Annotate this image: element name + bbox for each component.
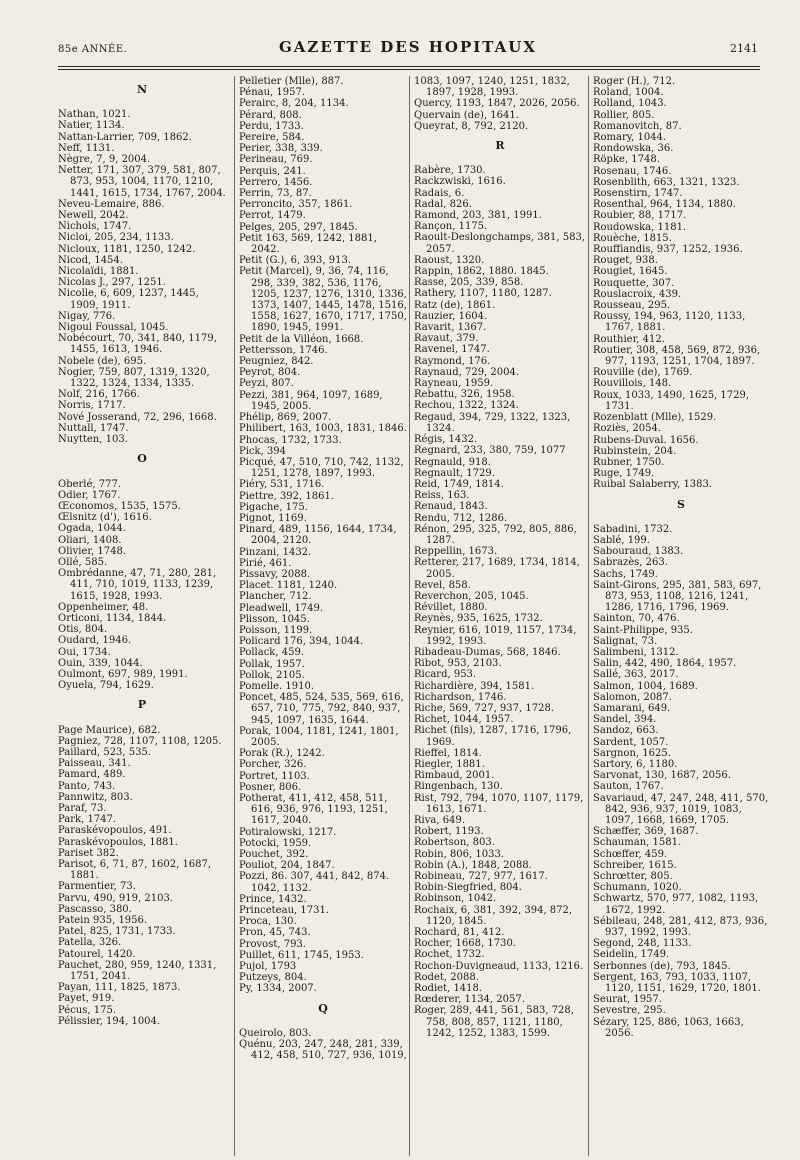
- index-entry: Robert, 1193.: [414, 826, 484, 838]
- index-entry: Sachs, 1749.: [593, 568, 658, 580]
- index-entry: Rendu, 712, 1286.: [414, 512, 508, 524]
- index-entry: Raoult-Deslongchamps, 381, 583, 2057.: [414, 232, 585, 255]
- index-entry: Sergent, 163, 793, 1033, 1107, 1120, 1151, 1629, 1720, 1801.: [593, 971, 761, 995]
- index-entry: Patein 935, 1956.: [58, 915, 148, 927]
- index-entry: Rayneau, 1959.: [414, 378, 494, 390]
- index-entry: Sabrazès, 263.: [593, 557, 668, 569]
- index-entry: Richet, 1044, 1957.: [414, 714, 514, 726]
- index-entry: Pozzi, 86. 307, 441, 842, 874. 1042, 1132.: [239, 871, 390, 894]
- index-entry: Netter, 171, 307, 379, 581, 807, 873, 953, 1004, 1170, 1210, 1441, 1615, 1734, 1767, 2004.: [58, 165, 226, 199]
- index-entry: Rackzwiski, 1616.: [414, 176, 506, 188]
- index-entry: Roudowska, 1181.: [593, 221, 687, 233]
- index-entry: Pagniez, 728, 1107, 1108, 1205.: [58, 735, 222, 747]
- index-entry: Richardson, 1746.: [414, 691, 507, 703]
- index-entry: Riva, 649.: [414, 815, 465, 826]
- index-entry: Romanovitch, 87.: [593, 120, 682, 132]
- index-entry: Pelges, 205, 297, 1845.: [239, 221, 358, 233]
- page-number: 2141: [730, 42, 758, 55]
- index-entry: Sarvonat, 130, 1687, 2056.: [593, 770, 731, 782]
- index-entry: Robineau, 727, 977, 1617.: [414, 871, 548, 883]
- index-entry: Rosenau, 1746.: [593, 165, 672, 177]
- index-entry: Newell, 2042.: [58, 210, 129, 222]
- index-entry: Py, 1334, 2007.: [239, 983, 317, 995]
- index-entry: Pollack, 459.: [239, 647, 304, 659]
- index-entry: Richet (fils), 1287, 1716, 1796, 1969.: [414, 725, 572, 748]
- index-entry: Salmon, 1004, 1689.: [593, 680, 698, 692]
- index-entry: Roger (H.), 712.: [593, 76, 676, 87]
- index-entry: Princeteau, 1731.: [239, 905, 329, 917]
- index-entry: Patourel, 1420.: [58, 948, 136, 960]
- index-entry: Rozenblatt (Mlle), 1529.: [593, 412, 717, 424]
- index-column-2: [234, 76, 407, 1156]
- index-entry: Sandel, 394.: [593, 714, 657, 726]
- index-entry: Regnauld, 918.: [414, 456, 491, 468]
- index-entry: Quénu, 203, 247, 248, 281, 339, 412, 458, 510, 727, 936, 1019,: [239, 1039, 407, 1062]
- index-entry: Roland, 1004.: [593, 87, 664, 99]
- index-entry: Pettersson, 1746.: [239, 344, 328, 356]
- index-entry: Rist, 792, 794, 1070, 1107, 1179, 1613, 1671.: [414, 792, 584, 815]
- index-entry: Salignat, 73.: [593, 635, 658, 647]
- index-entry: Pauchet, 280, 959, 1240, 1331, 1751, 2041.: [58, 959, 217, 983]
- index-entry: Sézary, 125, 886, 1063, 1663, 2056.: [593, 1016, 744, 1039]
- index-entry: Regnault, 1729.: [414, 467, 495, 479]
- index-entry: Pelletier (Mlle), 887.: [239, 76, 344, 87]
- index-entry: Rochaix, 6, 381, 392, 394, 872, 1120, 1845.: [414, 904, 573, 927]
- index-entry: Roux, 1033, 1490, 1625, 1729, 1731.: [593, 389, 750, 412]
- index-entry: Robinson, 1042.: [414, 893, 497, 905]
- index-entry: Sablé, 199.: [593, 534, 650, 546]
- index-entry: Ribadeau-Dumas, 568, 1846.: [414, 646, 561, 658]
- index-entry: Rochon-Duvigneaud, 1133, 1216.: [414, 960, 584, 972]
- index-entry: Sabouraud, 1383.: [593, 546, 684, 558]
- index-entry: Nobécourt, 70, 341, 840, 1179, 1455, 1613, 1946.: [58, 333, 217, 356]
- index-entry: Pereire, 584.: [239, 132, 305, 144]
- index-entry: Ruge, 1749.: [593, 468, 655, 480]
- index-entry: Paraskévopoulos, 1881.: [58, 836, 178, 848]
- index-entry: Olivier, 1748.: [58, 545, 127, 557]
- index-entry: Schumann, 1020.: [593, 882, 682, 894]
- index-entry: Nové Josserand, 72, 296, 1668.: [58, 411, 217, 423]
- index-entry: Sallé, 363, 2017.: [593, 669, 679, 681]
- index-entry: Rochard, 81, 412.: [414, 927, 505, 939]
- index-entry: Nicolaïdi, 1881.: [58, 266, 139, 278]
- index-entry: Regnard, 233, 380, 759, 1077: [414, 445, 566, 457]
- index-entry: Rouquette, 307.: [593, 277, 675, 289]
- index-entry: Robin (A.), 1848, 2088.: [414, 859, 532, 871]
- index-entry: Pollok, 2105.: [239, 669, 305, 681]
- index-entry: Sainton, 70, 476.: [593, 613, 680, 625]
- index-entry: Roziès, 2054.: [593, 423, 662, 435]
- index-entry: Neveu-Lemaire, 886.: [58, 198, 165, 210]
- index-entry: Peyrot, 804.: [239, 367, 301, 379]
- index-entry: Oudard, 1946.: [58, 635, 132, 647]
- index-entry: Oberlé, 777.: [58, 478, 122, 490]
- index-entry: Serbonnes (de), 793, 1845.: [593, 960, 731, 972]
- index-entry: Ratz (de), 1861.: [414, 299, 496, 311]
- index-entry: Nichols, 1747.: [58, 221, 132, 233]
- index-entry: Œconomos, 1535, 1575.: [58, 500, 181, 512]
- index-entry: Paraf, 73.: [58, 802, 107, 814]
- index-entry: Pannwitz, 803.: [58, 791, 133, 803]
- index-entry: Rochet, 1732.: [414, 949, 485, 961]
- section-letter-heading: S: [677, 497, 685, 511]
- index-entry: Schrœtter, 805.: [593, 871, 673, 883]
- index-entry: Rouget, 938.: [593, 255, 658, 267]
- index-entry: Paillard, 523, 535.: [58, 746, 152, 758]
- index-entry: Provost, 793.: [239, 938, 306, 950]
- index-entry: Routhier, 412.: [593, 333, 665, 345]
- index-entry: Perquis, 241.: [239, 165, 306, 177]
- index-entry: Rebattu, 326, 1958.: [414, 389, 515, 401]
- index-column-4: [588, 76, 769, 1156]
- index-entry: Œlsnitz (d'), 1616.: [58, 512, 152, 524]
- index-entry: Rouffiandis, 937, 1252, 1936.: [593, 244, 743, 256]
- section-letter-heading: Q: [318, 1001, 328, 1015]
- index-entry: Sargnon, 1625.: [593, 747, 671, 759]
- index-entry: Ravarit, 1367.: [414, 322, 487, 334]
- index-entry: Salomon, 2087.: [593, 691, 672, 703]
- index-entry: Queyrat, 8, 792, 2120.: [414, 120, 529, 132]
- index-entry: Natier, 1134.: [58, 120, 125, 132]
- index-entry: Park, 1747.: [58, 814, 117, 826]
- index-entry: Odier, 1767.: [58, 489, 121, 501]
- index-entry: 1083, 1097, 1240, 1251, 1832, 1897, 1928, 1993.: [414, 76, 570, 99]
- index-entry: Oulmont, 697, 989, 1991.: [58, 668, 188, 680]
- index-column-1: [58, 76, 226, 1156]
- index-entry: Nuytten, 103.: [58, 434, 128, 446]
- index-entry: Radal, 826.: [414, 198, 472, 210]
- index-entry: Rouèche, 1815.: [593, 232, 672, 244]
- index-entry: Perroncito, 357, 1861.: [239, 199, 353, 211]
- index-entry: Rocher, 1668, 1730.: [414, 938, 516, 950]
- index-entry: Savariaud, 47, 247, 248, 411, 570, 842, 936, 937, 1019, 1083, 1097, 1668, 1669, 1705.: [593, 792, 769, 826]
- index-entry: Riche, 569, 727, 937, 1728.: [414, 702, 555, 714]
- index-entry: Roger, 289, 441, 561, 583, 728, 758, 808, 857, 1121, 1180, 1242, 1252, 1383, 1599.: [414, 1005, 574, 1039]
- index-entry: Rœderer, 1134, 2057.: [414, 994, 525, 1006]
- index-entry: Nigay, 776.: [58, 310, 116, 322]
- index-entry: Perrin, 73, 87.: [239, 188, 312, 200]
- index-entry: Ogada, 1044.: [58, 523, 126, 535]
- index-entry: Rodiet, 1418.: [414, 983, 483, 995]
- index-entry: Romary, 1044.: [593, 132, 667, 144]
- index-entry: Oyuela, 794, 1629.: [58, 680, 154, 692]
- index-entry: Sauton, 1767.: [593, 781, 664, 793]
- index-entry: Retterer, 217, 1689, 1734, 1814, 2005.: [414, 557, 580, 580]
- index-entry: Paisseau, 341.: [58, 758, 131, 770]
- index-entry: Saint-Girons, 295, 381, 583, 697, 873, 953, 1108, 1216, 1241, 1286, 1716, 1796, 1969.: [593, 579, 762, 614]
- index-entry: Pleadwell, 1749.: [239, 602, 324, 614]
- index-entry: Schwartz, 570, 977, 1082, 1193, 1672, 1992.: [593, 893, 759, 916]
- section-letter-heading: R: [495, 139, 505, 153]
- index-entry: Piettre, 392, 1861.: [239, 490, 335, 502]
- index-entry: Pélissier, 194, 1004.: [58, 1015, 161, 1027]
- index-entry: Rodet, 2088.: [414, 971, 479, 983]
- index-column-3: [409, 76, 586, 1156]
- index-entry: Röpke, 1748.: [593, 154, 660, 166]
- index-entry: Radais, 6.: [414, 187, 465, 199]
- index-entry: Sardent, 1057.: [593, 736, 669, 748]
- index-entry: Phélip, 869, 2007.: [239, 412, 332, 424]
- index-entry: Nathan, 1021.: [58, 109, 131, 121]
- index-entry: Perrot, 1479.: [239, 210, 306, 222]
- index-entry: Pamard, 489.: [58, 769, 126, 781]
- index-entry: Payet, 919.: [58, 993, 115, 1005]
- index-entry: Piéry, 531, 1716.: [239, 479, 325, 491]
- index-entry: Salin, 442, 490, 1864, 1957.: [593, 658, 737, 670]
- index-entry: Révillet, 1880.: [414, 602, 488, 614]
- index-entry: Orticoni, 1134, 1844.: [58, 612, 167, 624]
- index-entry: Peugniez, 842.: [239, 356, 314, 368]
- index-entry: Potiralowski, 1217.: [239, 826, 337, 838]
- index-entry: Ringenbach, 130.: [414, 781, 503, 793]
- index-entry: Pascasso, 380.: [58, 903, 132, 915]
- volume-label: 85e ANNÉE.: [58, 44, 128, 55]
- index-entry: Rouville (de), 1769.: [593, 367, 693, 379]
- index-entry: Rolland, 1043.: [593, 98, 667, 110]
- index-entry: Neff, 1131.: [58, 142, 115, 154]
- page-header: [58, 38, 758, 62]
- index-entry: Phocas, 1732, 1733.: [239, 434, 342, 446]
- index-entry: Rouslacroix, 439.: [593, 288, 682, 300]
- index-entry: Pollak, 1957.: [239, 658, 305, 670]
- index-entry: Rosenstirn, 1747.: [593, 188, 683, 200]
- index-entry: Puillet, 611, 1745, 1953.: [239, 949, 364, 961]
- index-entry: Sandoz, 663.: [593, 725, 659, 737]
- index-entry: Segond, 248, 1133.: [593, 938, 692, 950]
- index-entry: Proca, 130.: [239, 916, 297, 928]
- index-entry: Nicloi, 205, 234, 1133.: [58, 232, 174, 244]
- index-entry: Ravenel, 1747.: [414, 344, 490, 356]
- index-entry: Roussy, 194, 963, 1120, 1133, 1767, 1881.: [593, 311, 746, 334]
- index-entry: Rubens-Duval. 1656.: [593, 434, 699, 446]
- index-entry: Rauzier, 1604.: [414, 310, 488, 322]
- index-entry: Rappin, 1862, 1880. 1845.: [414, 266, 549, 278]
- index-entry: Richardière, 394, 1581.: [414, 680, 535, 692]
- index-entry: Régis, 1432.: [414, 434, 478, 446]
- index-entry: Rabère, 1730.: [414, 165, 486, 177]
- index-entry: Quercy, 1193, 1847, 2026, 2056.: [414, 98, 580, 110]
- index-entry: Seurat, 1957.: [593, 994, 662, 1006]
- header-rule-top: [58, 66, 760, 67]
- index-entry: Sébileau, 248, 281, 412, 873, 936, 937, 1992, 1993.: [593, 915, 768, 939]
- index-entry: Pinzani, 1432.: [239, 546, 312, 558]
- journal-title: GAZETTE DES HOPITAUX: [278, 38, 537, 56]
- header-rule-bottom: [58, 69, 760, 70]
- index-entry: Oui, 1734.: [58, 646, 111, 658]
- index-entry: Pignot, 1169.: [239, 512, 307, 524]
- index-columns: [58, 76, 769, 1156]
- index-entry: Policard 176, 394, 1044.: [239, 636, 364, 648]
- index-entry: Routier, 308, 458, 569, 872, 936, 977, 1193, 1251, 1704, 1897.: [593, 344, 761, 368]
- index-entry: Queirolo, 803.: [239, 1027, 312, 1039]
- index-entry: Pouliot, 204, 1847.: [239, 860, 335, 872]
- index-entry: Plisson, 1045.: [239, 613, 310, 625]
- index-entry: Peyzi, 807.: [239, 378, 294, 390]
- index-entry: Nicloux, 1181, 1250, 1242.: [58, 243, 196, 255]
- index-entry: Reynès, 935, 1625, 1732.: [414, 613, 543, 625]
- index-entry: Rechou, 1322, 1324.: [414, 400, 519, 412]
- index-entry: Pinard, 489, 1156, 1644, 1734, 2004, 2120.: [239, 524, 397, 547]
- index-entry: Reid, 1749, 1814.: [414, 478, 504, 490]
- index-entry: Nattan-Larrier, 709, 1862.: [58, 131, 192, 143]
- index-entry: Schreiber, 1615.: [593, 859, 677, 871]
- section-letter-heading: P: [137, 698, 147, 712]
- index-entry: Otis, 804.: [58, 624, 108, 636]
- index-entry: Roubier, 88, 1717.: [593, 210, 687, 222]
- index-entry: Norris, 1717.: [58, 400, 126, 412]
- index-entry: Ricard, 953.: [414, 669, 477, 681]
- index-entry: Pirié, 461.: [239, 557, 292, 569]
- index-entry: Sabadini, 1732.: [593, 523, 673, 535]
- index-entry: Page Maurice), 682.: [58, 724, 161, 736]
- index-entry: Poisson, 1199.: [239, 624, 313, 636]
- index-entry: Rougiet, 1645.: [593, 266, 668, 278]
- index-entry: Potherat, 411, 412, 458, 511, 616, 936, 976, 1193, 1251, 1617, 2040.: [239, 793, 388, 827]
- index-entry: Rondowska, 36.: [593, 143, 674, 155]
- index-entry: Oliari, 1408.: [58, 534, 122, 546]
- index-entry: Rançon, 1175.: [414, 221, 488, 233]
- index-entry: Putzeys, 804.: [239, 972, 307, 984]
- index-entry: Panto, 743.: [58, 780, 116, 792]
- index-entry: Pomelle. 1910.: [239, 680, 315, 692]
- index-entry: Patel, 825, 1731, 1733.: [58, 926, 176, 938]
- index-entry: Rubinstein, 204.: [593, 445, 677, 457]
- index-entry: Rathery, 1107, 1180, 1287.: [414, 288, 552, 300]
- index-entry: Pigache, 175.: [239, 501, 308, 513]
- index-entry: Renaud, 1843.: [414, 501, 488, 513]
- index-entry: Prince, 1432.: [239, 893, 307, 905]
- index-entry: Parvu, 490, 919, 2103.: [58, 892, 173, 904]
- index-entry: Reynier, 616, 1019, 1157, 1734, 1992, 1993.: [414, 624, 577, 647]
- index-entry: Paraskévopoulos, 491.: [58, 825, 172, 837]
- index-entry: Rimbaud, 2001.: [414, 770, 495, 782]
- index-entry: Nicolle, 6, 609, 1237, 1445, 1909, 1911.: [58, 288, 199, 311]
- index-entry: Potocki, 1959.: [239, 837, 312, 849]
- index-entry: Nigoul Foussal, 1045.: [58, 322, 169, 334]
- index-entry: Robertson, 803.: [414, 837, 495, 849]
- index-entry: Rubner, 1750.: [593, 456, 665, 468]
- index-entry: Patella, 326.: [58, 937, 122, 949]
- index-entry: Petit de la Villéon, 1668.: [239, 333, 364, 345]
- index-entry: Nègre, 7, 9, 2004.: [58, 154, 151, 166]
- index-entry: Porcher, 326.: [239, 759, 307, 771]
- index-entry: Salimbeni, 1312.: [593, 646, 679, 658]
- index-entry: Pénau, 1957.: [239, 87, 306, 99]
- index-entry: Reiss, 163.: [414, 490, 470, 502]
- index-entry: Pezzi, 381, 964, 1097, 1689, 1945, 2005.: [239, 389, 383, 412]
- index-entry: Perdu, 1733.: [239, 120, 304, 132]
- index-entry: Placet. 1181, 1240.: [239, 580, 338, 592]
- index-entry: Rasse, 205, 339, 858.: [414, 277, 524, 289]
- index-entry: Nicolas J., 297, 1251.: [58, 277, 166, 289]
- index-entry: Pécus, 175.: [58, 1004, 116, 1016]
- index-entry: Pron, 45, 743.: [239, 927, 311, 939]
- index-entry: Oppenheimer, 48.: [58, 601, 149, 613]
- index-entry: Parmentier, 73.: [58, 881, 136, 893]
- index-entry: Ravaut, 379.: [414, 333, 479, 345]
- index-entry: Porak (R.), 1242.: [239, 748, 325, 760]
- index-entry: Parisot, 6, 71, 87, 1602, 1687, 1881.: [58, 859, 212, 882]
- index-entry: Petit (Marcel), 9, 36, 74, 116, 298, 339, 382, 536, 1176, 1205, 1237, 1276, 1310, 1336, 1373, 1407, 1445, 1478, 1516, 1558, 1627, 1670, 1717, 1750, 1890, 1945, 1991.: [239, 266, 407, 334]
- index-entry: Ruibal Salaberry, 1383.: [593, 479, 713, 491]
- index-entry: Perrero, 1456.: [239, 176, 313, 188]
- index-entry: Perairc, 8, 204, 1134.: [239, 98, 349, 110]
- index-entry: Pérard, 808.: [239, 109, 302, 121]
- index-entry: Schauman, 1581.: [593, 837, 682, 849]
- index-entry: Pujol, 1793: [239, 961, 297, 973]
- index-entry: Raynaud, 729, 2004.: [414, 366, 520, 378]
- index-entry: Ouin, 339, 1044.: [58, 657, 143, 669]
- index-entry: Rosenthal, 964, 1134, 1880.: [593, 199, 736, 211]
- index-entry: Seidelin, 1749.: [593, 949, 670, 961]
- index-entry: Pick, 394: [239, 445, 287, 457]
- index-entry: Rousseau, 295.: [593, 300, 671, 312]
- index-entry: Rieffel, 1814.: [414, 747, 482, 759]
- index-entry: Ramond, 203, 381, 1991.: [414, 210, 542, 222]
- index-entry: Philibert, 163, 1003, 1831, 1846.: [239, 423, 407, 435]
- index-entry: Robin, 806, 1033.: [414, 848, 505, 860]
- index-entry: Riegler, 1881.: [414, 758, 485, 770]
- index-entry: Nolf, 216, 1766.: [58, 389, 140, 401]
- index-entry: Samarani, 649.: [593, 702, 671, 714]
- index-entry: Quervain (de), 1641.: [414, 109, 519, 121]
- index-entry: Petit (G.), 6, 393, 913.: [239, 255, 352, 267]
- index-entry: Nuttall, 1747.: [58, 422, 129, 434]
- index-entry: Reppellin, 1673.: [414, 546, 498, 558]
- index-entry: Saint-Philippe, 935.: [593, 624, 693, 636]
- index-entry: Revel, 858.: [414, 579, 471, 591]
- index-entry: Raymond, 176.: [414, 355, 491, 367]
- index-entry: Picqué, 47, 510, 710, 742, 1132, 1251, 1278, 1897, 1993.: [239, 456, 404, 480]
- index-entry: Pariset 382.: [58, 847, 119, 859]
- index-entry: Ollé, 585.: [58, 556, 108, 568]
- index-entry: Perier, 338, 339.: [239, 143, 323, 155]
- index-entry: Reverchon, 205, 1045.: [414, 590, 529, 602]
- index-entry: Rouvillois, 148.: [593, 378, 672, 390]
- index-entry: Ombrédanne, 47, 71, 280, 281, 411, 710, 1019, 1133, 1239, 1615, 1928, 1993.: [58, 568, 217, 602]
- index-entry: Schæffer, 369, 1687.: [593, 826, 699, 838]
- index-entry: Nogier, 759, 807, 1319, 1320, 1322, 1324, 1334, 1335.: [58, 366, 210, 390]
- index-entry: Regaud, 394, 729, 1322, 1323, 1324.: [414, 411, 571, 434]
- section-letter-heading: N: [136, 83, 148, 96]
- index-entry: Rosenblith, 663, 1321, 1323.: [593, 176, 740, 188]
- index-entry: Payan, 111, 1825, 1873.: [58, 982, 181, 994]
- index-entry: Rollier, 805.: [593, 109, 655, 121]
- index-entry: Perineau, 769.: [239, 154, 313, 166]
- index-entry: Poncet, 485, 524, 535, 569, 616, 657, 710, 775, 792, 840, 937, 945, 1097, 1635, 1644.: [239, 692, 404, 726]
- index-entry: Porak, 1004, 1181, 1241, 1801, 2005.: [239, 725, 399, 748]
- index-entry: Nobele (de), 695.: [58, 355, 147, 367]
- index-entry: Petit 163, 569, 1242, 1881, 2042.: [239, 232, 377, 256]
- index-entry: Posner, 806.: [239, 781, 302, 793]
- index-entry: Portret, 1103.: [239, 770, 310, 782]
- index-entry: Sevestre, 295.: [593, 1005, 666, 1017]
- index-entry: Schœffer, 459.: [593, 848, 668, 860]
- index-entry: Pissavy, 2088.: [239, 568, 311, 580]
- index-entry: Raoust, 1320.: [414, 254, 485, 266]
- index-entry: Nicod, 1454.: [58, 254, 123, 266]
- index-entry: Pouchet, 392.: [239, 849, 309, 861]
- section-letter-heading: O: [137, 452, 147, 466]
- index-entry: Plancher, 712.: [239, 591, 312, 603]
- index-entry: Ribot, 953, 2103.: [414, 658, 502, 670]
- index-entry: Rénon, 295, 325, 792, 805, 886, 1287.: [414, 523, 577, 546]
- index-entry: Robin-Siegfried, 804.: [414, 882, 522, 894]
- index-entry: Sartory, 6, 1180.: [593, 758, 678, 770]
